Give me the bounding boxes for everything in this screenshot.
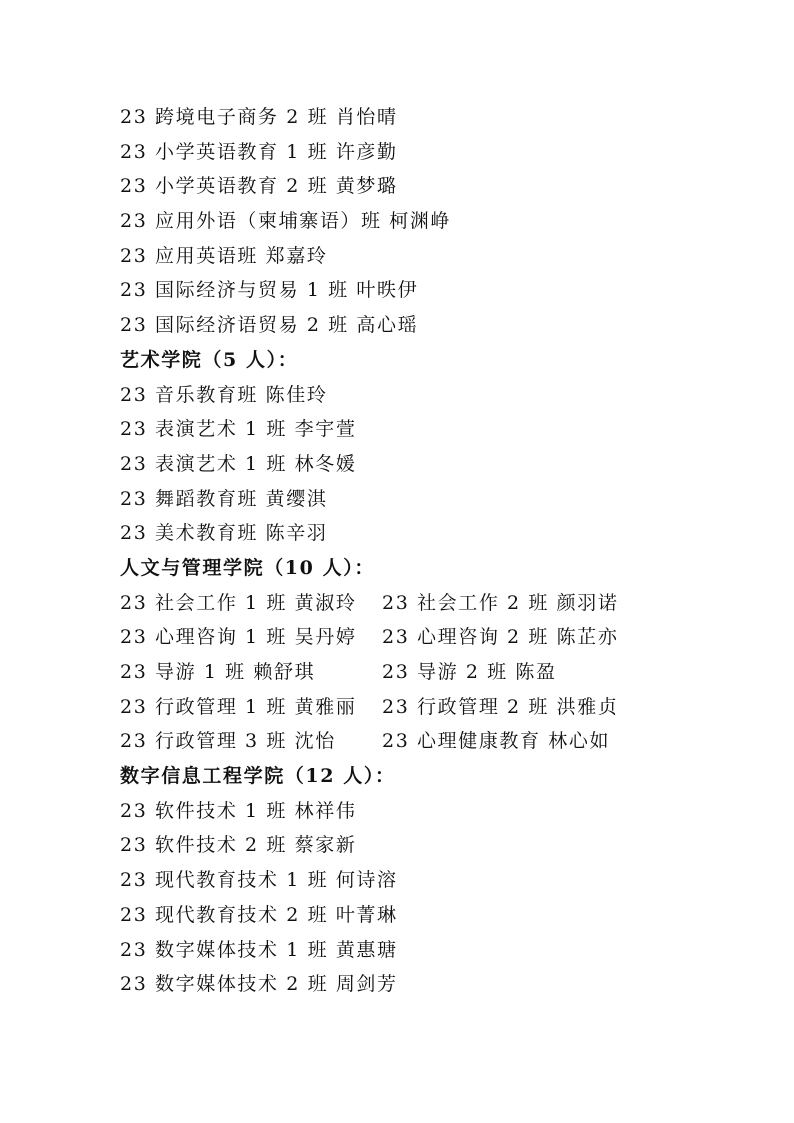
document-body bbox=[120, 100, 760, 1002]
list-item-left: 23 行政管理 1 班 黄雅丽 bbox=[120, 695, 357, 718]
list-row bbox=[120, 586, 760, 621]
list-row bbox=[120, 724, 760, 759]
list-item: 23 美术教育班 陈辛羽 bbox=[120, 522, 328, 545]
list-item: 23 国际经济与贸易 1 班 叶昳伊 bbox=[120, 279, 419, 302]
section-heading-humanities: 人文与管理学院（10 人）： bbox=[120, 556, 375, 579]
list-item-left: 23 导游 1 班 赖舒琪 bbox=[120, 661, 316, 683]
list-item: 23 应用外语（柬埔寨语）班 柯渊峥 bbox=[120, 210, 452, 233]
list-item: 23 音乐教育班 陈佳玲 bbox=[120, 383, 328, 406]
list-item: 23 软件技术 1 班 林祥伟 bbox=[120, 799, 357, 822]
list-row bbox=[120, 655, 760, 690]
list-item-left: 23 行政管理 3 班 沈怡 bbox=[120, 730, 336, 753]
section-heading-digital: 数字信息工程学院（12 人）： bbox=[120, 765, 396, 788]
list-row bbox=[120, 690, 760, 725]
list-item: 23 现代教育技术 1 班 何诗溶 bbox=[120, 869, 398, 892]
list-item: 23 国际经济语贸易 2 班 高心瑶 bbox=[120, 314, 419, 337]
list-item: 23 小学英语教育 2 班 黄梦璐 bbox=[120, 175, 398, 198]
list-item: 23 小学英语教育 1 班 许彦勤 bbox=[120, 140, 398, 163]
list-item: 23 数字媒体技术 2 班 周剑芳 bbox=[120, 973, 398, 996]
list-row bbox=[120, 620, 760, 655]
list-item: 23 现代教育技术 2 班 叶菁琳 bbox=[120, 903, 398, 926]
list-item-right: 23 社会工作 2 班 颜羽诺 bbox=[382, 591, 619, 614]
list-item: 23 软件技术 2 班 蔡家新 bbox=[120, 834, 357, 857]
list-item-right: 23 导游 2 班 陈盈 bbox=[382, 661, 557, 683]
list-item: 23 表演艺术 1 班 李宇萱 bbox=[120, 418, 357, 441]
list-item-left: 23 心理咨询 1 班 吴丹婷 bbox=[120, 626, 357, 649]
list-item: 23 舞蹈教育班 黄缨淇 bbox=[120, 487, 328, 510]
list-item-right: 23 心理健康教育 林心如 bbox=[382, 730, 611, 753]
list-item-right: 23 心理咨询 2 班 陈芷亦 bbox=[382, 626, 619, 649]
list-item-left: 23 社会工作 1 班 黄淑玲 bbox=[120, 591, 357, 614]
list-item-right: 23 行政管理 2 班 洪雅贞 bbox=[382, 695, 619, 718]
list-item: 23 应用英语班 郑嘉玲 bbox=[120, 244, 328, 267]
list-item: 23 数字媒体技术 1 班 黄惠瑭 bbox=[120, 938, 398, 961]
list-item: 23 表演艺术 1 班 林冬媛 bbox=[120, 452, 357, 475]
section-heading-art: 艺术学院（5 人）： bbox=[120, 348, 299, 371]
list-item: 23 跨境电子商务 2 班 肖怡晴 bbox=[120, 106, 398, 128]
